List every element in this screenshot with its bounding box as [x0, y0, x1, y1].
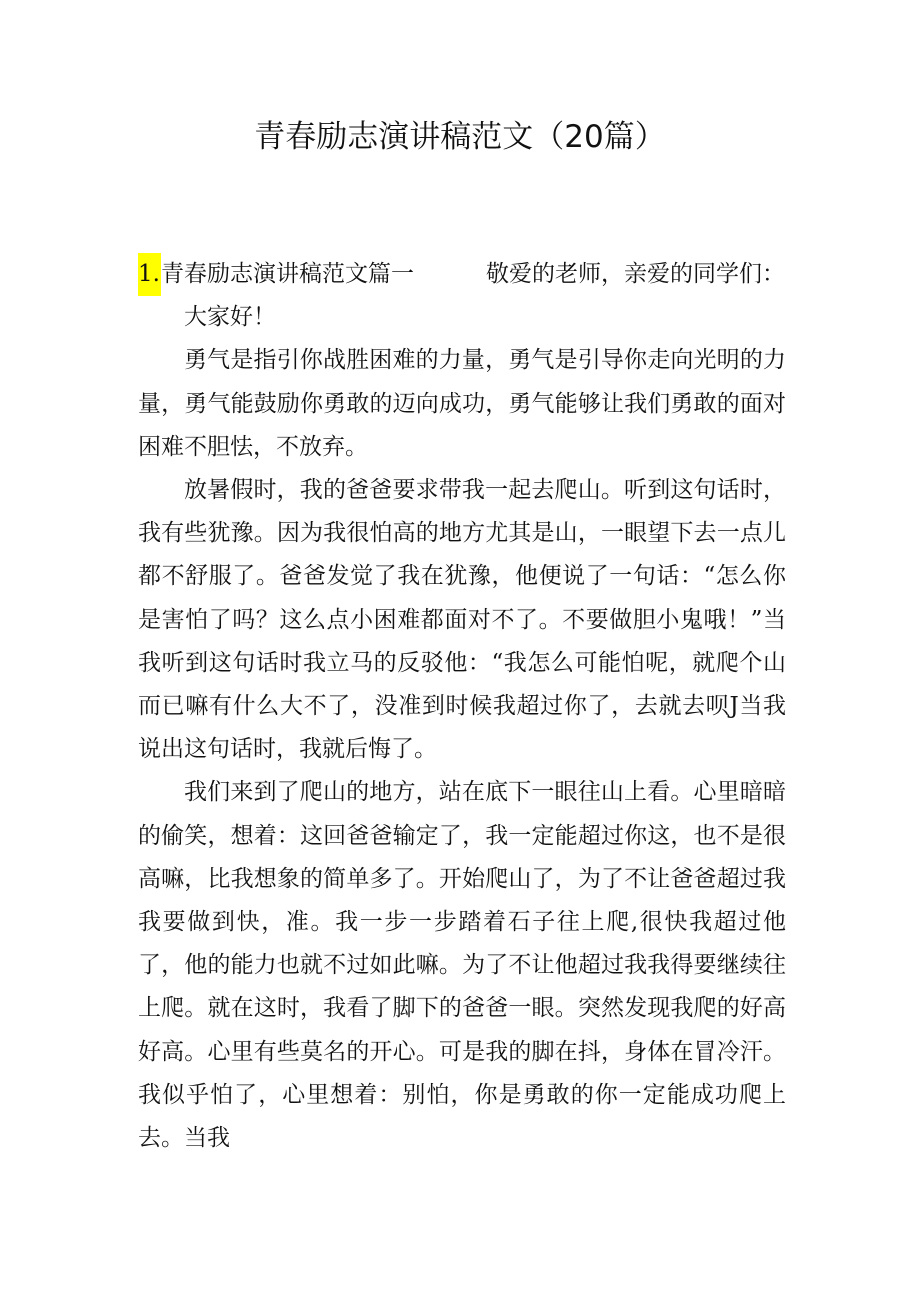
section-heading: 青春励志演讲稿范文篇一	[160, 261, 414, 287]
document-body	[138, 253, 786, 1160]
paragraph-summer-vacation: 放暑假时，我的爸爸要求带我一起去爬山。听到这句话时，我有些犹豫。因为我很怕高的地方尤其是山，一眼望下去一点儿都不舒服了。爸爸发觉了我在犹豫，他便说了一句话：“怎么你是害怕了吗？这么点小困难都面对不了。不要做胆小鬼哦！”当我听到这句话时我立马的反驳他：“我怎么可能怕呢，就爬个山而已嘛有什么大不了，没准到时候我超过你了，去就去呗J当我说出这句话时，我就后悔了。	[138, 477, 786, 763]
paragraph-greeting: 大家好！	[184, 304, 276, 331]
paragraph-courage: 勇气是指引你战胜困难的力量，勇气是引导你走向光明的力量，勇气能鼓励你勇敢的迈向成功，勇气能够让我们勇敢的面对困难不胆怯，不放弃。	[138, 347, 786, 460]
salutation: 敬爱的老师，亲爱的同学们：	[485, 261, 785, 287]
paragraph-climbing: 我们来到了爬山的地方，站在底下一眼往山上看。心里暗暗的偷笑，想着：这回爸爸输定了，我一定能超过你这，也不是很高嘛，比我想象的简单多了。开始爬山了，为了不让爸爸超过我我要做到快，准。我一步一步踏着石子往上爬,很快我超过他了，他的能力也就不过如此嘛。为了不让他超过我我得要继续往上爬。就在这时，我看了脚下的爸爸一眼。突然发现我爬的好高好高。心里有些莫名的开心。可是我的脚在抖，身体在冒冷汗。我似乎怕了，心里想着：别怕，你是勇敢的你一定能成功爬上去。当我	[138, 779, 786, 1152]
section-number: 1.	[138, 253, 161, 296]
section-heading-line	[138, 253, 786, 296]
document-title: 青春励志演讲稿范文（20篇）	[254, 119, 666, 155]
